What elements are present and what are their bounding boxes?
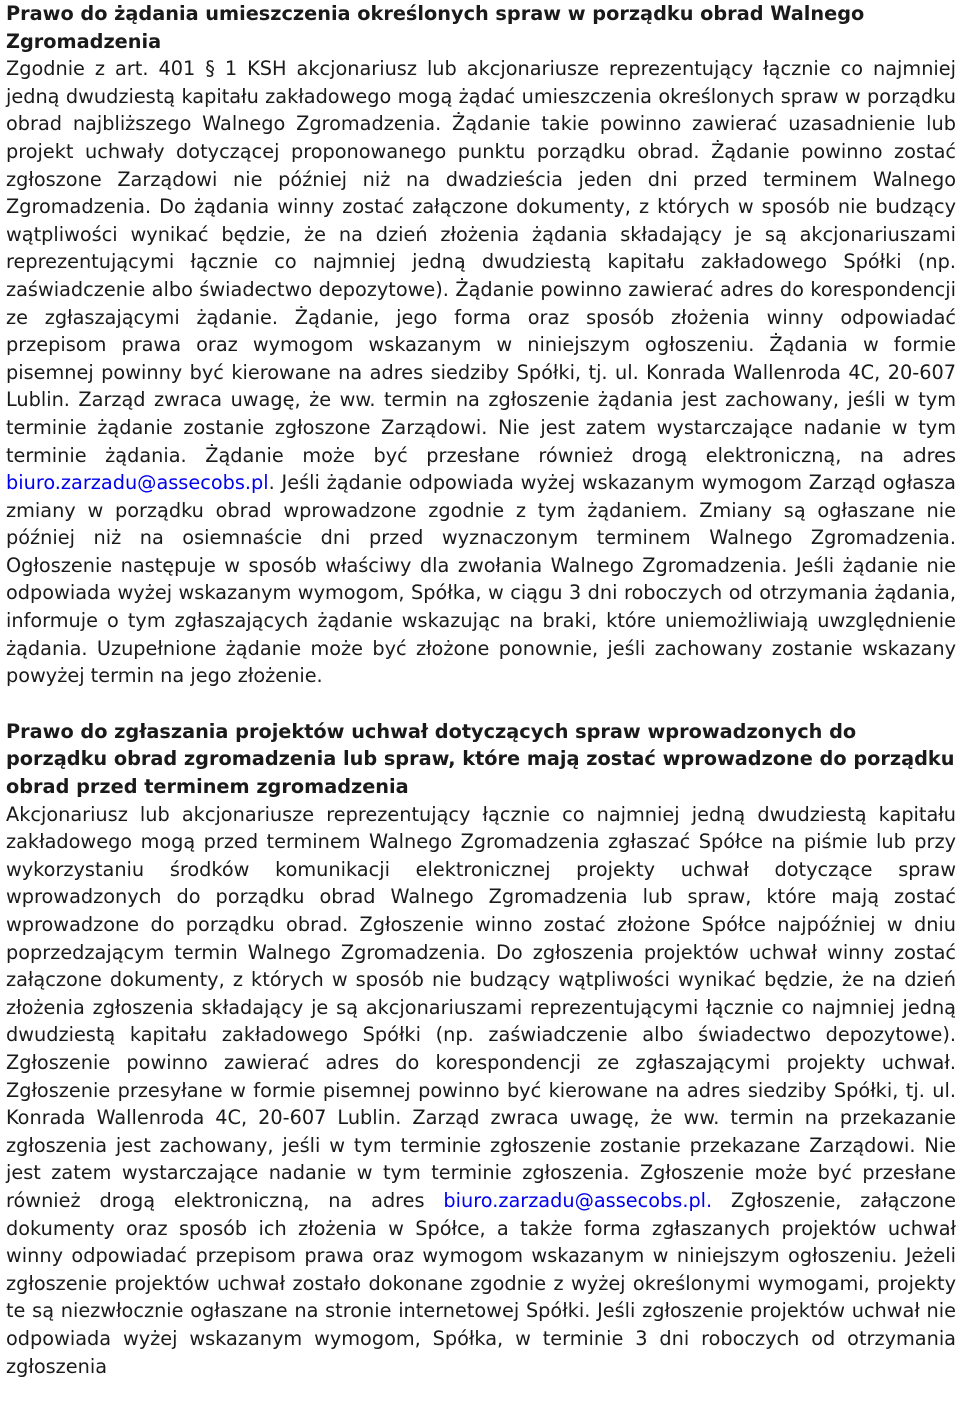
section-agenda-request xyxy=(6,0,956,690)
email-link[interactable]: biuro.zarzadu@assecobs.pl xyxy=(6,471,269,495)
body-text: Zgłoszenie, załączone dokumenty oraz sposób ich złożenia w Spółce, a także forma zgłaszanych projektów uchwał winny odpowiadać przepisom prawa oraz wymogom wskazanym w niniejszym ogłoszeniu. Jeżeli zgłoszenie projektów uchwał zostało dokonane zgodnie z wyżej określonymi wymogami, projekty te są niezwłocznie ogłaszane na stronie internetowej Spółki. Jeśli zgłoszenie projektów uchwał nie odpowiada wyżej wskazanym wymogom, Spółka, w terminie 3 dni roboczych od otrzymania zgłoszenia xyxy=(6,1188,956,1378)
body-text: Zgodnie z art. 401 § 1 KSH akcjonariusz lub akcjonariusze reprezentujący łącznie co najmniej jedną dwudziestą kapitału zakładowego mogą żądać umieszczenia określonych spraw w porządku obrad najbliższego Walnego Zgromadzenia. Żądanie takie powinno zawierać uzasadnienie lub projekt uchwały dotyczącej proponowanego punktu porządku obrad. Żądanie powinno zostać zgłoszone Zarządowi nie później niż na dwadzieścia jeden dni przed terminem Walnego Zgromadzenia. Do żądania winny zostać załączone dokumenty, z których w sposób nie budzący wątpliwości wynikać będzie, że na dzień złożenia żądania składający je są akcjonariuszami reprezentującymi łącznie co najmniej jedną dwudziestą kapitału zakładowego Spółki (np. zaświadczenie albo świadectwo depozytowe). Żądanie powinno zawierać adres do korespondencji ze zgłaszającymi żądanie. Żądanie, jego forma oraz sposób złożenia winny odpowiadać przepisom prawa oraz wymogom wskazanym w niniejszym ogłoszeniu. Żądania w formie pisemnej powinny być kierowane na adres siedziby Spółki, tj. ul. Konrada Wallenroda 4C, 20-607 Lublin. Zarząd zwraca uwagę, że ww. termin na zgłoszenie żądania jest zachowany, jeśli w tym terminie żądanie zostanie zgłoszone Zarządowi. Nie jest zatem wystarczające nadanie w tym terminie żądania. Żądanie może być przesłane również drogą elektroniczną, na adres xyxy=(6,57,956,467)
section-resolution-drafts xyxy=(6,718,956,1380)
body-text: . Jeśli żądanie odpowiada wyżej wskazanym wymogom Zarząd ogłasza zmiany w porządku obrad wprowadzone zgodnie z tym żądaniem. Zmiany są ogłaszane nie później niż na osiemnaście dni przed wyznaczonym terminem Walnego Zgromadzenia. Ogłoszenie następuje w sposób właściwy dla zwołania Walnego Zgromadzenia. Jeśli żądanie nie odpowiada wyżej wskazanym wymogom, Spółka, w ciągu 3 dni roboczych od otrzymania żądania, informuje o tym zgłaszających żądanie wskazując na braki, które uniemożliwiają uwzględnienie żądania. Uzupełnione żądanie może być złożone ponownie, jeśli zachowany zostanie wskazany powyżej termin na jego złożenie. xyxy=(6,471,956,688)
body-text: Akcjonariusz lub akcjonariusze reprezentujący łącznie co najmniej jedną dwudziestą kapitału zakładowego mogą przed terminem Walnego Zgromadzenia zgłaszać Spółce na piśmie lub przy wykorzystaniu środków komunikacji elektronicznej projekty uchwał dotyczące spraw wprowadzonych do porządku obrad Walnego Zgromadzenia lub spraw, które mają zostać wprowadzone do porządku obrad. Zgłoszenie winno zostać złożone Spółce najpóźniej w dniu poprzedzającym termin Walnego Zgromadzenia. Do zgłoszenia projektów uchwał winny zostać załączone dokumenty, z których w sposób nie budzący wątpliwości wynikać będzie, że na dzień złożenia zgłoszenia składający je są akcjonariuszami reprezentującymi łącznie co najmniej jedną dwudziestą kapitału zakładowego Spółki (np. zaświadczenie albo świadectwo depozytowe). Zgłoszenie powinno zawierać adres do korespondencji ze zgłaszającymi projekty uchwał. Zgłoszenie przesyłane w formie pisemnej powinno być kierowane na adres siedziby Spółki, tj. ul. Konrada Wallenroda 4C, 20-607 Lublin. Zarząd zwraca uwagę, że ww. termin na przekazanie zgłoszenia jest zachowany, jeśli w tym terminie zgłoszenie zostanie przekazane Zarządowi. Nie jest zatem wystarczające nadanie w tym terminie zgłoszenia. Zgłoszenie może być przesłane również drogą elektroniczną, na adres xyxy=(6,802,956,1212)
section-heading-resolution-drafts: Prawo do zgłaszania projektów uchwał dotyczących spraw wprowadzonych do porządku obrad zgromadzenia lub spraw, które mają zostać wprowadzone do porządku obrad przed terminem zgromadzenia xyxy=(6,719,955,799)
document-page xyxy=(6,0,956,1380)
section-body-resolution-drafts xyxy=(6,801,956,1380)
section-heading-agenda-request: Prawo do żądania umieszczenia określonych spraw w porządku obrad Walnego Zgromadzenia xyxy=(6,2,865,53)
section-body-agenda-request xyxy=(6,55,956,690)
email-link[interactable]: biuro.zarzadu@assecobs.pl. xyxy=(443,1188,713,1212)
